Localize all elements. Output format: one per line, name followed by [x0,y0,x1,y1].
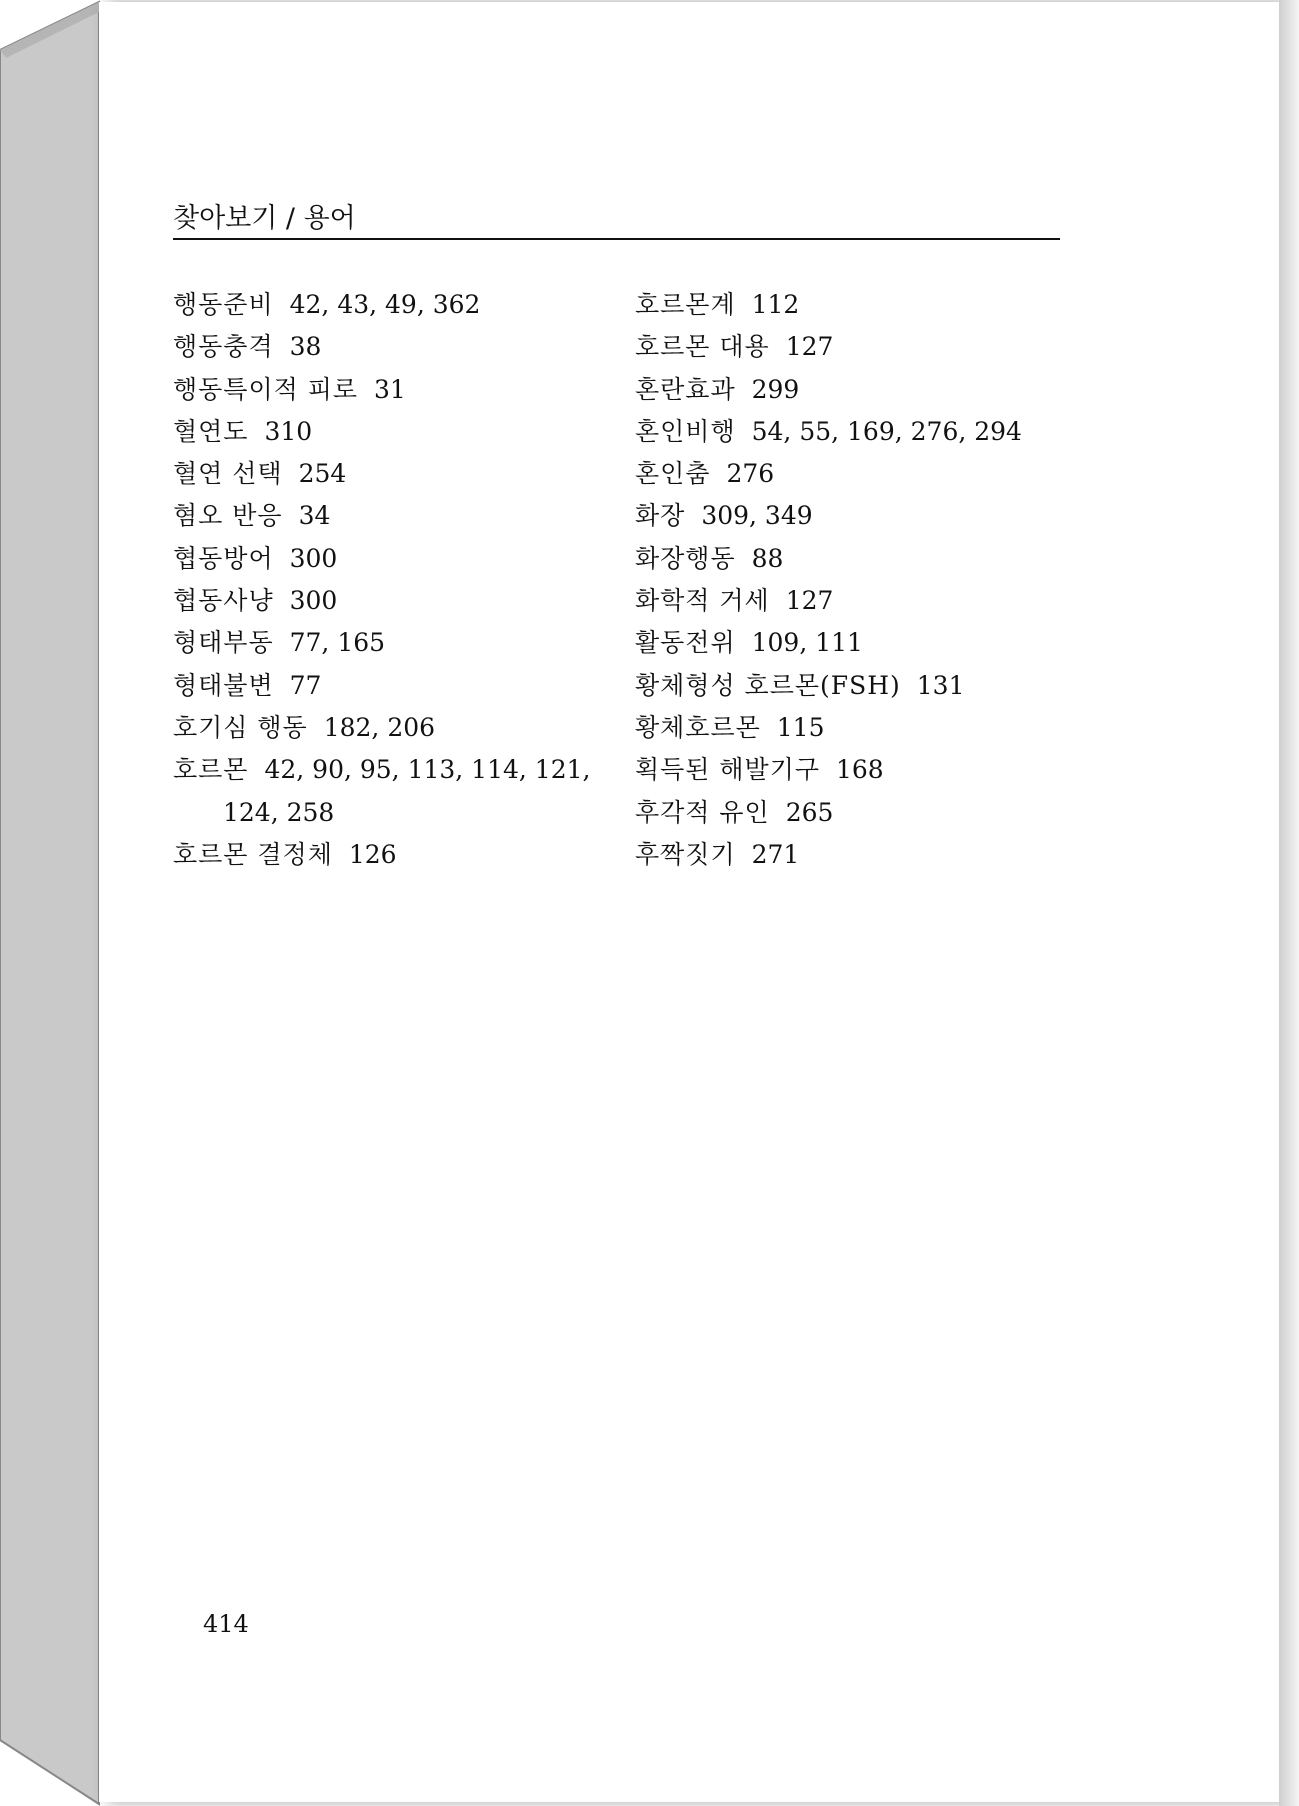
index-term: 황체호르몬 [635,712,761,742]
index-term: 혐오 반응 [173,501,283,531]
index-pages: 31 [374,374,406,404]
index-column-right [635,284,1075,876]
index-entry [173,411,613,453]
index-term: 형태불변 [173,670,274,700]
index-page [99,2,1279,1802]
index-entry [173,326,613,368]
index-entry [635,369,1075,411]
index-pages: 77, 165 [289,628,386,658]
index-term: 화학적 거세 [635,586,770,616]
index-pages: 309, 349 [701,501,813,531]
index-entry [173,580,613,622]
index-pages: 109, 111 [751,628,863,658]
index-entry [173,707,613,749]
index-entry [173,538,613,580]
index-entry [173,453,613,495]
index-pages: 300 [289,586,338,616]
index-entry [635,792,1075,834]
index-pages: 124, 258 [223,797,335,827]
index-term: 호르몬 결정체 [173,839,333,869]
page-header: 찾아보기 / 용어 [173,203,356,234]
index-entry [635,622,1075,664]
index-entry [173,284,613,326]
index-entry [635,749,1075,791]
index-pages: 300 [289,543,338,573]
index-term: 협동사냥 [173,586,274,616]
index-entry [635,495,1075,537]
index-entry [173,665,613,707]
index-entry [635,665,1075,707]
index-term: 호르몬계 [635,290,736,319]
index-term: 화장행동 [635,543,736,573]
index-pages: 112 [751,290,800,319]
index-pages: 299 [751,374,800,404]
index-term: 후각적 유인 [635,797,770,827]
index-term: 행동특이적 피로 [173,374,358,404]
index-term: 혼란효과 [635,374,736,404]
index-entry [173,749,613,791]
index-entry [635,453,1075,495]
index-term: 호르몬 [173,755,249,785]
index-entry [635,580,1075,622]
page-number: 414 [203,1610,249,1638]
index-term: 획득된 해발기구 [635,755,820,785]
index-pages: 182, 206 [323,712,436,742]
index-entry [635,284,1075,326]
index-pages: 127 [785,332,834,362]
index-term: 화장 [635,501,686,531]
index-term: 혼인춤 [635,459,711,489]
index-pages: 42, 43, 49, 362 [289,290,481,319]
index-entry [635,834,1075,876]
index-pages: 127 [785,586,834,616]
index-entry [173,834,613,876]
index-pages: 42, 90, 95, 113, 114, 121, [264,755,591,785]
index-term: 형태부동 [173,628,274,658]
page-edge [1279,0,1299,1806]
index-pages: 88 [751,543,784,573]
index-term: 협동방어 [173,543,274,573]
index-pages: 54, 55, 169, 276, 294 [751,416,1022,446]
book-spine [0,0,110,1806]
index-entry [173,495,613,537]
index-pages: 115 [776,712,825,742]
index-term: 호르몬 대용 [635,332,770,362]
index-entry [173,369,613,411]
header-rule [173,238,1060,240]
index-term: 혼인비행 [635,416,736,446]
index-pages: 168 [836,755,884,785]
index-pages: 310 [264,416,313,446]
index-term: 행동충격 [173,332,274,362]
index-pages: 131 [916,670,965,700]
index-pages: 254 [298,459,347,489]
index-term: 황체형성 호르몬(FSH) [635,670,901,700]
index-entry [635,326,1075,368]
index-term: 활동전위 [635,628,736,658]
index-pages: 34 [298,501,331,531]
index-pages: 271 [751,839,800,869]
index-pages: 77 [289,670,322,700]
index-term: 혈연도 [173,416,249,446]
index-pages: 38 [289,332,322,362]
index-pages: 265 [785,797,834,827]
index-entry [635,707,1075,749]
index-term: 후짝짓기 [635,839,736,869]
index-entry [173,622,613,664]
index-term: 혈연 선택 [173,459,283,489]
index-entry [635,411,1075,453]
index-pages: 126 [348,839,397,869]
index-term: 호기심 행동 [173,712,308,742]
index-pages: 276 [726,459,775,489]
index-entry [635,538,1075,580]
index-entry [173,792,613,834]
index-term: 행동준비 [173,290,274,319]
index-column-left [173,284,613,876]
